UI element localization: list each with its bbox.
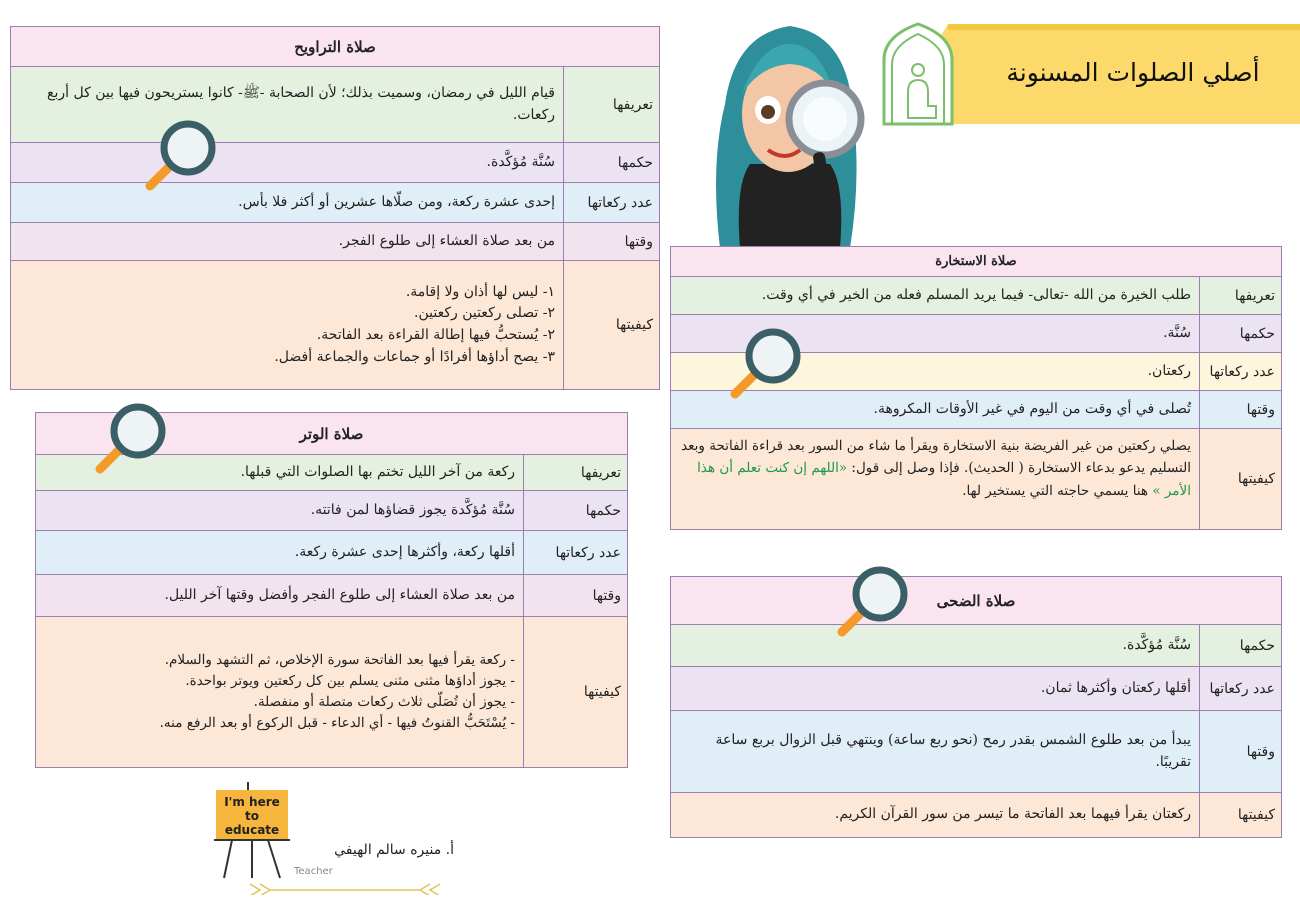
table-row	[11, 261, 659, 389]
row-label: وقتها	[1199, 711, 1281, 792]
row-label: عدد ركعاتها	[1199, 667, 1281, 710]
row-value: تُصلى في أي وقت من اليوم في غير الأوقات المكروهة.	[873, 400, 1191, 417]
row-value	[36, 617, 523, 767]
row-value: قيام الليل في رمضان، وسميت بذلك؛ لأن الصحابة -ﷺ- كانوا يستريحون فيها بين كل أربع ركعات.	[47, 84, 555, 123]
list-item: - ركعة يقرأ فيها بعد الفاتحة سورة الإخلاص، ثم التشهد والسلام.	[164, 652, 515, 669]
table-row	[11, 67, 659, 143]
taraweeh-table	[10, 26, 660, 390]
row-label: حكمها	[1199, 315, 1281, 352]
row-label: كيفيتها	[1199, 429, 1281, 529]
row-value: ركعتان.	[1147, 362, 1191, 379]
list-item: - يُسْتَحَبُّ القنوتُ فيها - أي الدعاء - قبل الركوع أو بعد الرفع منه.	[159, 714, 515, 731]
table-row	[11, 223, 659, 261]
row-value: سُنَّة مُؤكَّدة.	[1122, 636, 1191, 653]
educate-sign-text: I'm here to educate	[224, 795, 280, 837]
teacher-role: Teacher	[294, 866, 333, 877]
table-title: صلاة الوتر	[36, 413, 627, 455]
page-title: أصلي الصلوات المسنونة	[1006, 57, 1260, 87]
list-item: - يجوز أداؤها مثنى مثنى يسلم بين كل ركعتين ويوتر بواحدة.	[185, 673, 515, 690]
table-title: صلاة الضحى	[671, 577, 1281, 625]
magnifier-icon	[90, 403, 170, 479]
table-row	[36, 575, 627, 617]
girl-with-magnifier-illustration	[680, 14, 870, 248]
table-title: صلاة الاستخارة	[671, 247, 1281, 277]
table-row	[11, 143, 659, 183]
list-item: ٢- يُستحبُّ فيها إطالة القراءة بعد الفاتحة.	[316, 327, 555, 343]
table-row	[671, 793, 1281, 837]
table-row	[671, 711, 1281, 793]
mosque-frame-icon	[878, 20, 958, 126]
row-label: وقتها	[563, 223, 659, 260]
row-value: من بعد صلاة العشاء إلى طلوع الفجر وأفضل وقتها آخر الليل.	[164, 586, 515, 603]
table-row	[36, 531, 627, 575]
row-value: من بعد صلاة العشاء إلى طلوع الفجر.	[338, 232, 555, 249]
row-label: تعريفها	[563, 67, 659, 142]
dua-quote: «اللهم إن كنت تعلم أن هذا الأمر »	[697, 460, 1191, 499]
row-value: يبدأ من بعد طلوع الشمس بقدر رمح (نحو ربع ساعة) وينتهي قبل الزوال بربع ساعة تقريبًا.	[715, 731, 1191, 770]
teacher-signature	[210, 780, 454, 895]
row-value: أقلها ركعة، وأكثرها إحدى عشرة ركعة.	[294, 543, 515, 560]
magnifier-icon	[725, 328, 805, 404]
row-label: حكمها	[523, 491, 627, 530]
row-value: طلب الخيرة من الله -تعالى- فيما يريد المسلم فعله من الخير في أي وقت.	[761, 286, 1191, 303]
row-value: سُنَّة مُؤكَّدة.	[486, 153, 555, 170]
table-row	[671, 667, 1281, 711]
list-item: ١- ليس لها أذان ولا إقامة.	[405, 283, 555, 300]
table-row	[671, 277, 1281, 315]
row-label: وقتها	[1199, 391, 1281, 428]
row-value: إحدى عشرة ركعة، ومن صلّاها عشرين أو أكثر فلا بأس.	[238, 193, 555, 210]
row-label: عدد ركعاتها	[1199, 353, 1281, 390]
row-label: حكمها	[563, 143, 659, 182]
row-label: وقتها	[523, 575, 627, 616]
teacher-name: أ. منيره سالم الهيفي	[334, 842, 454, 858]
row-value: سُنَّة مُؤكَّدة يجوز قضاؤها لمن فاتته.	[310, 501, 515, 518]
row-value	[11, 261, 563, 389]
magnifier-icon	[140, 120, 220, 196]
row-value: أقلها ركعتان وأكثرها ثمان.	[1040, 679, 1191, 696]
row-label: عدد ركعاتها	[563, 183, 659, 222]
table-row	[36, 617, 627, 767]
row-label: كيفيتها	[1199, 793, 1281, 837]
table-row	[36, 491, 627, 531]
list-item: ٣- يصح أداؤها أفرادًا أو جماعات والجماعة أفضل.	[274, 348, 555, 365]
row-value: ركعة من آخر الليل تختم بها الصلوات التي قبلها.	[240, 463, 515, 480]
list-item: ٢- تصلى ركعتين ركعتين.	[414, 305, 555, 322]
row-label: تعريفها	[1199, 277, 1281, 314]
row-label: حكمها	[1199, 625, 1281, 666]
table-row	[671, 429, 1281, 529]
row-label: تعريفها	[523, 455, 627, 490]
table-title: صلاة التراويح	[11, 27, 659, 67]
row-value: سُنَّة.	[1163, 324, 1191, 341]
howto-text: يصلي ركعتين من غير الفريضة بنية الاستخارة ويقرأ ما شاء من السور بعد قراءة الفاتحة وبعد التسليم يدعو بدعاء الاستخارة ( الحديث). فإذا وصل إلى قول:	[681, 438, 1191, 477]
row-label: كيفيتها	[563, 261, 659, 389]
duha-table	[670, 576, 1282, 838]
howto-text-end: هنا يسمي حاجته التي يستخير لها.	[962, 482, 1153, 499]
row-label: عدد ركعاتها	[523, 531, 627, 574]
list-item: - يجوز أن تُصَلّى ثلاث ركعات متصلة أو منفصلة.	[253, 694, 515, 710]
magnifier-icon	[832, 566, 912, 642]
row-label: كيفيتها	[523, 617, 627, 767]
row-value	[671, 429, 1199, 529]
table-row	[11, 183, 659, 223]
row-value: ركعتان يقرأ فيهما بعد الفاتحة ما تيسر من سور القرآن الكريم.	[834, 806, 1191, 823]
table-row	[671, 625, 1281, 667]
